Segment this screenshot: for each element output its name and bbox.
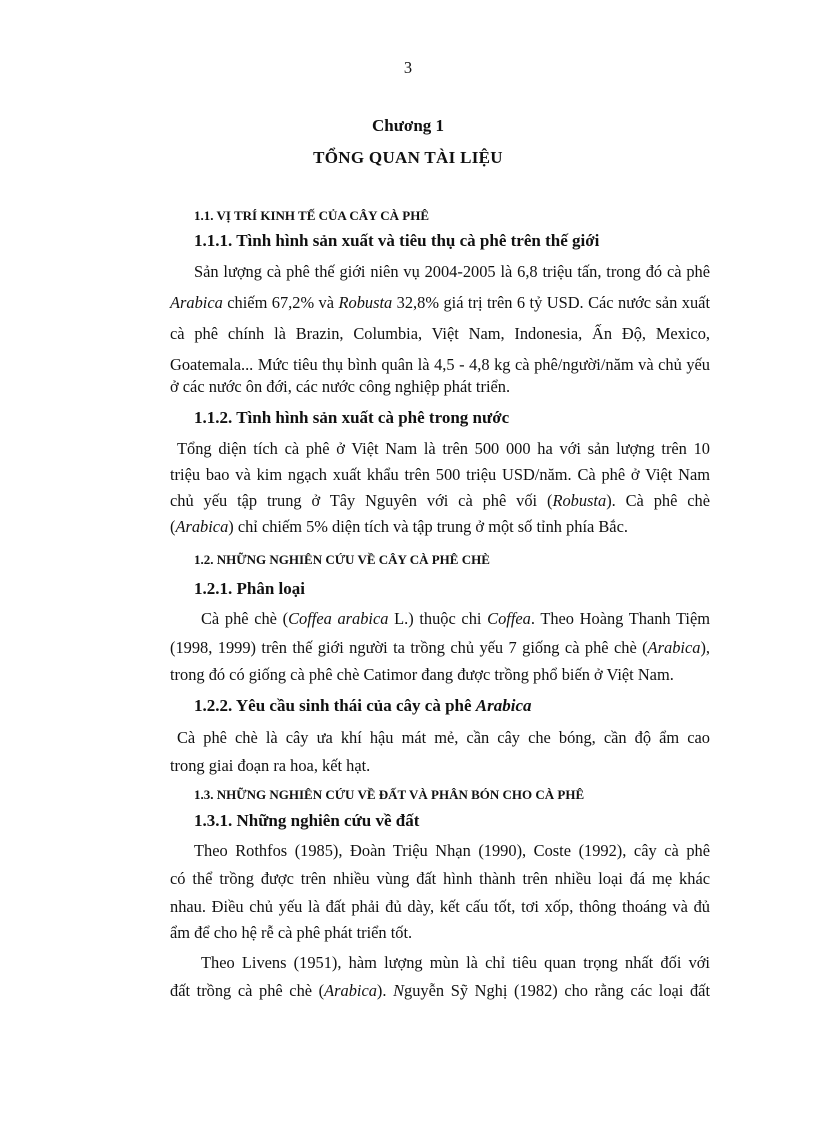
subsection-1-1-1-heading: 1.1.1. Tình hình sản xuất và tiêu thụ cà phê trên thế giới <box>194 231 600 250</box>
paragraph-line: đất trồng cà phê chè (Arabica). Nguyễn Sỹ Nghị (1982) cho rằng các loại đất <box>170 981 710 1000</box>
paragraph-line: cà phê chính là Brazin, Columbia, Việt Nam, Indonesia, Ấn Độ, Mexico, <box>170 324 710 343</box>
italic-term: Arabica <box>324 981 377 1000</box>
italic-term: Arabica <box>475 696 532 715</box>
italic-term: Coffea arabica <box>288 609 389 628</box>
paragraph-line: trong giai đoạn ra hoa, kết hạt. <box>170 756 371 775</box>
italic-term: N <box>393 981 405 1000</box>
paragraph-line: có thể trồng được trên nhiều vùng đất hình thành trên nhiều loại đá mẹ khác <box>170 869 710 888</box>
italic-term: Robusta <box>552 491 607 510</box>
paragraph-line: ở các nước ôn đới, các nước công nghiệp phát triển. <box>170 377 511 396</box>
subsection-1-2-1-heading: 1.2.1. Phân loại <box>194 579 305 598</box>
paragraph-line: Cà phê chè (Coffea arabica L.) thuộc chi Coffea. Theo Hoàng Thanh Tiệm <box>201 609 710 628</box>
subsection-1-2-2-heading: 1.2.2. Yêu cầu sinh thái của cây cà phê Arabica <box>194 696 532 715</box>
paragraph-line: (1998, 1999) trên thế giới người ta trồng chủ yếu 7 giống cà phê chè (Arabica), <box>170 638 710 657</box>
paragraph-line: (Arabica) chỉ chiếm 5% diện tích và tập trung ở một số tỉnh phía Bắc. <box>170 517 628 536</box>
paragraph-line: Theo Livens (1951), hàm lượng mùn là chỉ tiêu quan trọng nhất đối với <box>201 953 710 972</box>
italic-term: Arabica <box>170 293 223 312</box>
paragraph-line: Arabica chiếm 67,2% và Robusta 32,8% giá trị trên 6 tỷ USD. Các nước sản xuất <box>170 293 711 312</box>
paragraph-line: ẩm để cho hệ rễ cà phê phát triển tốt. <box>170 923 413 942</box>
page-number: 3 <box>403 58 413 77</box>
paragraph-line: triệu bao và kim ngạch xuất khẩu trên 500 triệu USD/năm. Cà phê ở Việt Nam <box>170 465 710 484</box>
paragraph-line: Tổng diện tích cà phê ở Việt Nam là trên 500 000 ha với sản lượng trên 10 <box>177 439 710 458</box>
italic-term: Arabica <box>647 638 701 657</box>
chapter-label: Chương 1 <box>371 116 445 135</box>
section-1-2-heading: 1.2. NHỮNG NGHIÊN CỨU VỀ CÂY CÀ PHÊ CHÈ <box>194 552 490 567</box>
paragraph-line: nhau. Điều chủ yếu là đất phải đủ dày, kết cấu tốt, tơi xốp, thông thoáng và đủ <box>170 897 710 916</box>
paragraph-line: Cà phê chè là cây ưa khí hậu mát mẻ, cần cây che bóng, cần độ ẩm cao <box>177 728 710 747</box>
paragraph-line: Sản lượng cà phê thế giới niên vụ 2004-2005 là 6,8 triệu tấn, trong đó cà phê <box>194 262 710 281</box>
section-1-3-heading: 1.3. NHỮNG NGHIÊN CỨU VỀ ĐẤT VÀ PHÂN BÓN CHO CÀ PHÊ <box>194 787 585 802</box>
italic-term: Robusta <box>338 293 393 312</box>
paragraph-line: trong đó có giống cà phê chè Catimor đang được trồng phổ biến ở Việt Nam. <box>170 665 674 684</box>
paragraph-line: Goatemala... Mức tiêu thụ bình quân là 4,5 - 4,8 kg cà phê/người/năm và chủ yếu <box>170 355 710 374</box>
subsection-1-1-2-heading: 1.1.2. Tình hình sản xuất cà phê trong nước <box>194 408 510 427</box>
section-1-1-heading: 1.1. VỊ TRÍ KINH TẾ CỦA CÂY CÀ PHÊ <box>194 208 430 223</box>
chapter-title: TỔNG QUAN TÀI LIỆU <box>313 148 503 167</box>
subsection-1-3-1-heading: 1.3.1. Những nghiên cứu về đất <box>194 811 420 830</box>
paragraph-line: Theo Rothfos (1985), Đoàn Triệu Nhạn (1990), Coste (1992), cây cà phê <box>194 841 710 860</box>
italic-term: Coffea <box>487 609 531 628</box>
italic-term: Arabica <box>175 517 229 536</box>
paragraph-line: chủ yếu tập trung ở Tây Nguyên với cà phê vối (Robusta). Cà phê chè <box>170 491 711 510</box>
